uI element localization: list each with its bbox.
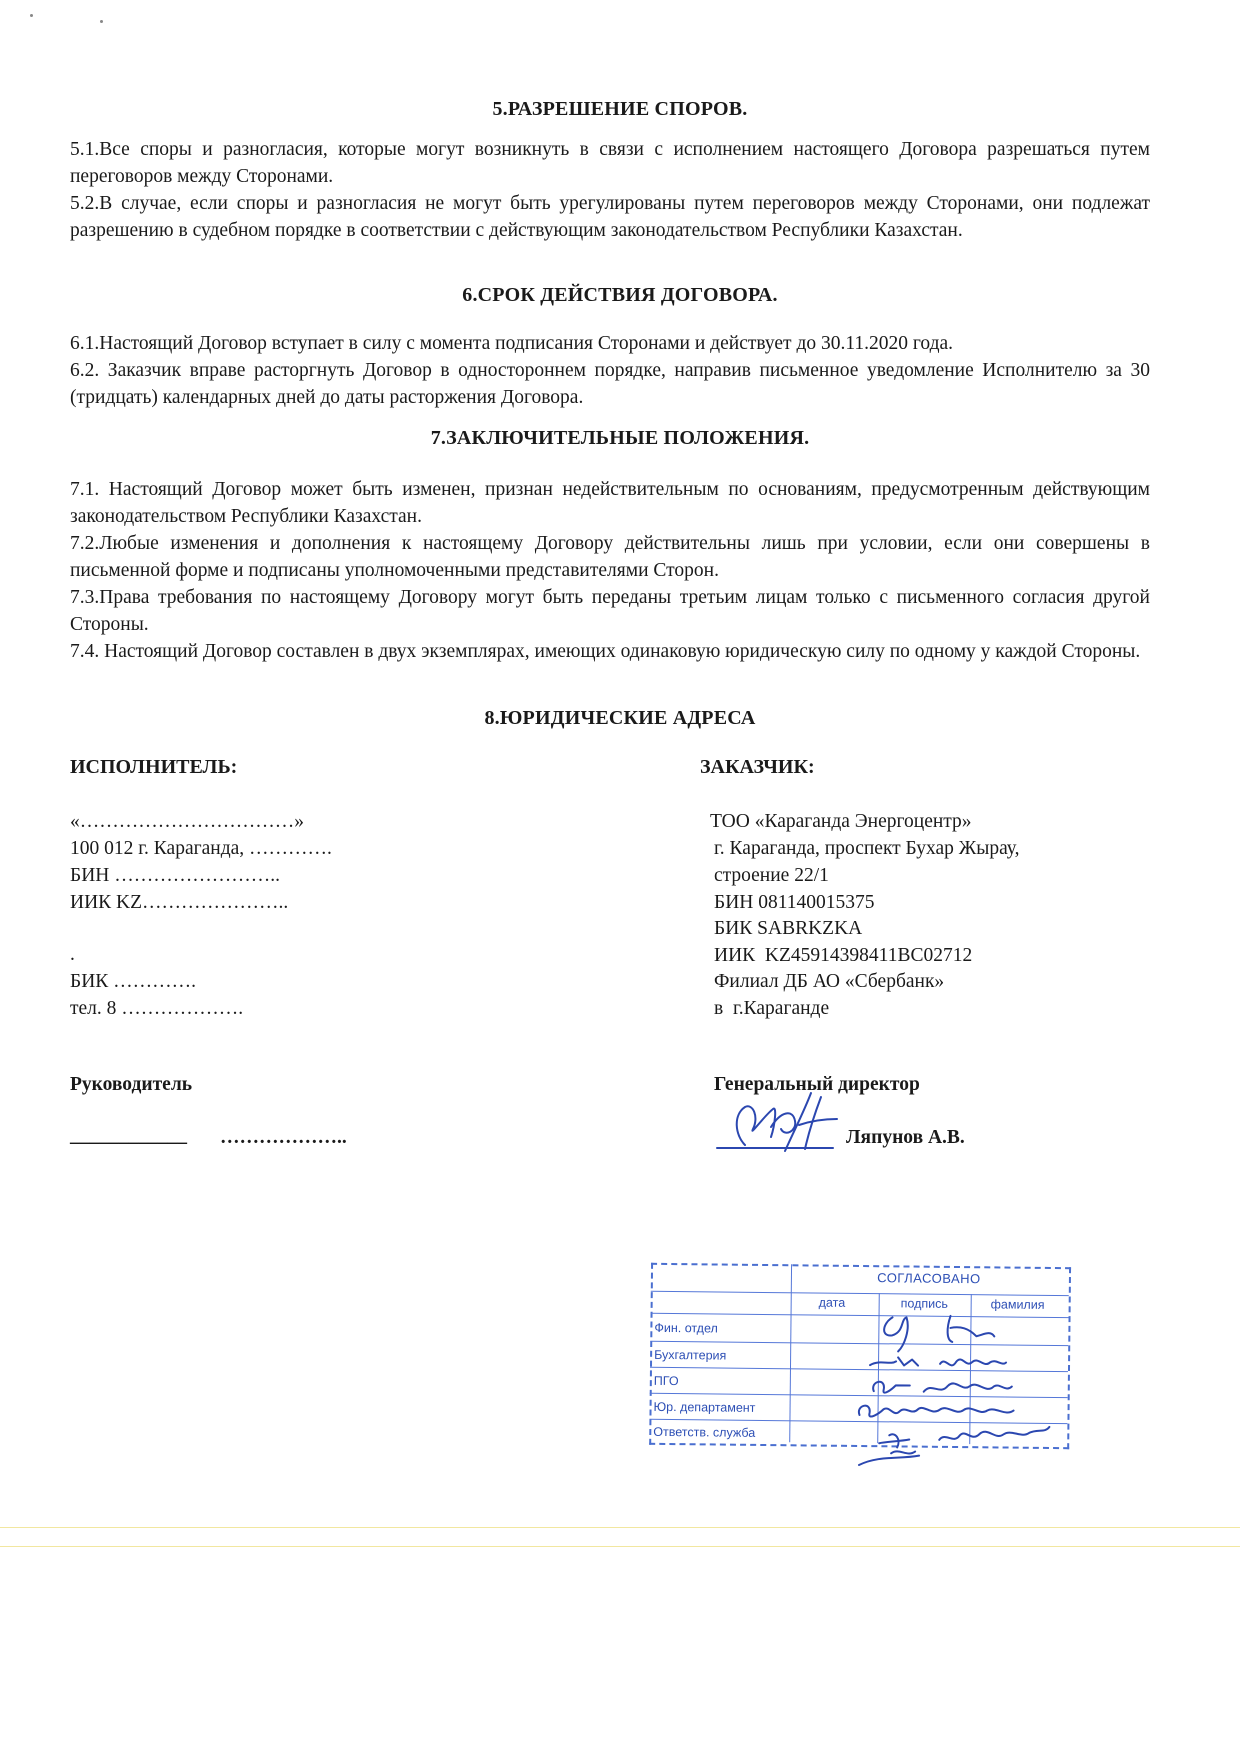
approval-signatures: [799, 1304, 1071, 1472]
section-7-title: 7.ЗАКЛЮЧИТЕЛЬНЫЕ ПОЛОЖЕНИЯ.: [430, 427, 810, 449]
executor-title: ИСПОЛНИТЕЛЬ:: [70, 756, 238, 778]
customer-title: ЗАКАЗЧИК:: [700, 756, 815, 778]
customer-iik: ИИК KZ45914398411BC02712: [714, 945, 973, 966]
executor-dot: .: [70, 944, 75, 965]
customer-city: в г.Караганде: [714, 998, 830, 1019]
executor-sign-name: ………………..: [220, 1127, 347, 1148]
executor-bin: БИН ……………………..: [70, 865, 280, 886]
stamp-title: СОГЛАСОВАНО: [877, 1270, 981, 1287]
clause-7-4: 7.4. Настоящий Договор составлен в двух экземплярах, имеющих одинаковую юридическую силу по одному у каждой Стороны.: [70, 641, 1141, 662]
clause-6-1: 6.1.Настоящий Договор вступает в силу с момента подписания Сторонами и действует до 30.11.2020 года.: [70, 333, 954, 354]
executor-sign-line: ____________: [70, 1125, 187, 1146]
clause-7-2: 7.2.Любые изменения и дополнения к настоящему Договору действительны лишь при условии, если они совершены в письменной форме и подписаны уполномоченными представителями Сторон.: [70, 533, 1150, 581]
director-signature: [715, 1085, 855, 1155]
executor-name: «……………………………»: [70, 811, 304, 832]
stamp-row-label: ПГО: [653, 1373, 679, 1389]
customer-address: г. Караганда, проспект Бухар Жырау,: [714, 838, 1020, 859]
section-8-title: 8.ЮРИДИЧЕСКИЕ АДРЕСА: [484, 707, 756, 729]
clause-7-3: 7.3.Права требования по настоящему Договору могут быть переданы третьим лицам только с письменного согласия другой Стороны.: [70, 587, 1150, 635]
stamp-row-label: Ответств. служба: [653, 1424, 756, 1440]
clause-5-2: 5.2.В случае, если споры и разногласия не могут быть урегулированы путем переговоров между Сторонами, они подлежат разрешению в судебном порядке в соответствии с действующим законодательством Республики Казахстан.: [70, 193, 1150, 241]
customer-name: ТОО «Караганда Энергоцентр»: [710, 811, 972, 832]
stamp-row-label: Фин. отдел: [654, 1320, 718, 1336]
customer-role: Генеральный директор: [714, 1074, 920, 1095]
executor-phone: тел. 8 ……………….: [70, 998, 244, 1019]
section-5-title: 5.РАЗРЕШЕНИЕ СПОРОВ.: [492, 98, 748, 120]
scan-edge-line: [0, 1527, 1240, 1528]
approval-stamp: [649, 1263, 1071, 1472]
scan-edge-line: [0, 1546, 1240, 1547]
executor-address: 100 012 г. Караганда, ………….: [70, 838, 332, 859]
stamp-row-label: Бухгалтерия: [654, 1347, 727, 1363]
customer-building: строение 22/1: [714, 865, 829, 886]
stamp-row-label: Юр. департамент: [653, 1399, 756, 1415]
stamp-col-date: дата: [818, 1295, 846, 1310]
customer-bik: БИК SABRKZKA: [714, 918, 863, 939]
executor-iik: ИИК KZ…………………..: [70, 892, 289, 913]
clause-7-1: 7.1. Настоящий Договор может быть изменен, признан недействительным по основаниям, предусмотренным действующим законодательством Республики Казахстан.: [70, 479, 1150, 527]
customer-bin: БИН 081140015375: [714, 892, 875, 913]
customer-sign-name: Ляпунов А.В.: [846, 1127, 965, 1148]
clause-5-1: 5.1.Все споры и разногласия, которые могут возникнуть в связи с исполнением настоящего Договора разрешаться путем переговоров между Сторонами.: [70, 139, 1150, 187]
scan-speck: [30, 14, 33, 17]
stamp-col-name: фамилия: [990, 1297, 1045, 1312]
section-6-title: 6.СРОК ДЕЙСТВИЯ ДОГОВОРА.: [462, 284, 778, 306]
clause-6-2: 6.2. Заказчик вправе расторгнуть Договор в одностороннем порядке, направив письменное уведомление Исполнителю за 30 (тридцать) календарных дней до даты расторжения Договора.: [70, 360, 1150, 408]
stamp-col-sign: подпись: [900, 1296, 949, 1311]
executor-role: Руководитель: [70, 1074, 193, 1095]
scan-speck: [100, 20, 103, 23]
customer-bank: Филиал ДБ АО «Сбербанк»: [714, 971, 945, 992]
executor-bik: БИК ………….: [70, 971, 197, 992]
